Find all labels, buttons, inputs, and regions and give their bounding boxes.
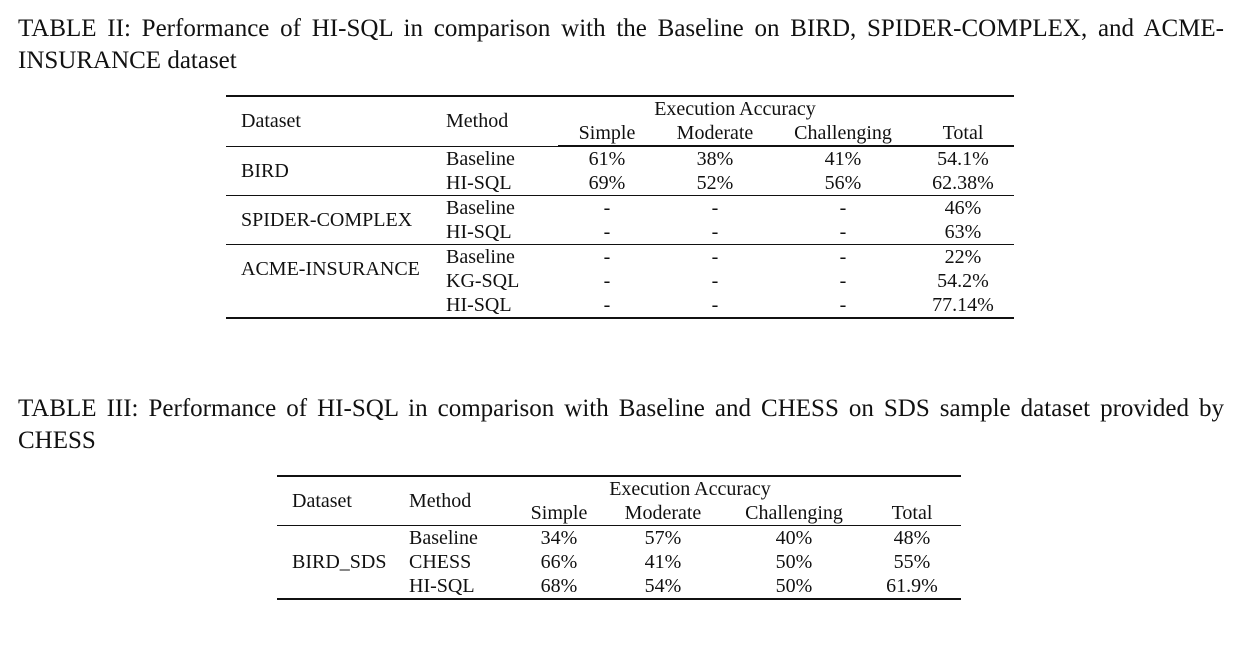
moderate-cell: - — [711, 221, 719, 243]
method-cell: KG-SQL — [446, 270, 520, 292]
dataset-cell: BIRD — [241, 160, 289, 182]
simple-cell: - — [603, 294, 611, 316]
challenging-cell: 40% — [775, 527, 813, 549]
challenging-header: Challenging — [745, 502, 843, 524]
total-header: Total — [912, 121, 1014, 146]
table-3-caption: TABLE III: Performance of HI-SQL in comparison with Baseline and CHESS on SDS sample dataset provided by CHESS — [18, 395, 1224, 454]
total-cell: 46% — [912, 196, 1014, 221]
table-2-caption: TABLE II: Performance of HI-SQL in comparison with the Baseline on BIRD, SPIDER-COMPLEX, and ACME-INSURANCE dataset — [18, 15, 1224, 74]
moderate-header: Moderate — [656, 121, 774, 146]
total-cell: 54.2% — [937, 270, 989, 292]
simple-cell: - — [603, 270, 611, 292]
table-2 — [226, 95, 1014, 319]
simple-cell: 69% — [588, 172, 626, 194]
moderate-cell: 52% — [696, 172, 734, 194]
challenging-cell: - — [839, 270, 847, 292]
dataset-cell: BIRD_SDS — [292, 551, 387, 573]
simple-cell: 68% — [540, 575, 578, 597]
moderate-cell: 41% — [644, 551, 682, 573]
challenging-cell: 56% — [824, 172, 862, 194]
execution-accuracy-header: Execution Accuracy — [609, 478, 771, 500]
challenging-cell: 50% — [775, 575, 813, 597]
method-cell: HI-SQL — [446, 172, 512, 194]
method-cell: HI-SQL — [446, 294, 512, 316]
total-header: Total — [891, 502, 933, 524]
table-3-header-row — [277, 476, 961, 501]
total-cell: 63% — [944, 221, 982, 243]
method-cell: HI-SQL — [446, 221, 512, 243]
table-2-header-row — [226, 96, 1014, 121]
total-cell: 77.14% — [932, 294, 994, 316]
dataset-cell: SPIDER-COMPLEX — [226, 196, 446, 245]
challenging-cell: - — [839, 221, 847, 243]
method-cell: Baseline — [446, 196, 558, 221]
challenging-cell: 41% — [824, 148, 862, 170]
total-cell: 62.38% — [932, 172, 994, 194]
challenging-cell: - — [774, 245, 912, 270]
method-cell: CHESS — [409, 551, 472, 573]
method-header: Method — [446, 110, 509, 133]
moderate-cell: - — [711, 270, 719, 292]
simple-cell: - — [603, 221, 611, 243]
simple-header: Simple — [530, 502, 588, 524]
execution-accuracy-header: Execution Accuracy — [654, 98, 816, 120]
simple-cell: - — [558, 245, 656, 270]
total-cell: 55% — [893, 551, 931, 573]
total-cell: 48% — [893, 527, 931, 549]
moderate-cell: 57% — [644, 527, 682, 549]
simple-cell: 66% — [540, 551, 578, 573]
simple-cell: 61% — [588, 148, 626, 170]
moderate-cell: - — [656, 245, 774, 270]
total-cell: 22% — [912, 245, 1014, 270]
method-cell: Baseline — [409, 527, 478, 549]
dataset-header: Dataset — [292, 490, 352, 512]
moderate-cell: 38% — [696, 148, 734, 170]
challenging-cell: - — [839, 294, 847, 316]
method-cell: HI-SQL — [409, 575, 475, 597]
table-row — [226, 147, 1014, 172]
challenging-cell: 50% — [775, 551, 813, 573]
simple-header: Simple — [558, 121, 656, 146]
moderate-cell: 54% — [644, 575, 682, 597]
moderate-cell: - — [656, 196, 774, 221]
method-cell: Baseline — [446, 245, 558, 270]
method-cell: Baseline — [446, 148, 515, 170]
dataset-cell: ACME-INSURANCE — [226, 245, 446, 294]
table-row — [226, 293, 1014, 318]
moderate-header: Moderate — [624, 502, 702, 524]
simple-cell: - — [558, 196, 656, 221]
simple-cell: 34% — [540, 527, 578, 549]
total-cell: 61.9% — [886, 575, 938, 597]
challenging-header: Challenging — [774, 121, 912, 146]
total-cell: 54.1% — [937, 148, 989, 170]
table-3 — [277, 475, 961, 600]
method-header: Method — [409, 490, 472, 512]
challenging-cell: - — [774, 196, 912, 221]
table-row — [226, 245, 1014, 270]
moderate-cell: - — [711, 294, 719, 316]
dataset-header: Dataset — [241, 110, 301, 133]
table-row — [226, 196, 1014, 221]
table-row — [277, 526, 961, 551]
